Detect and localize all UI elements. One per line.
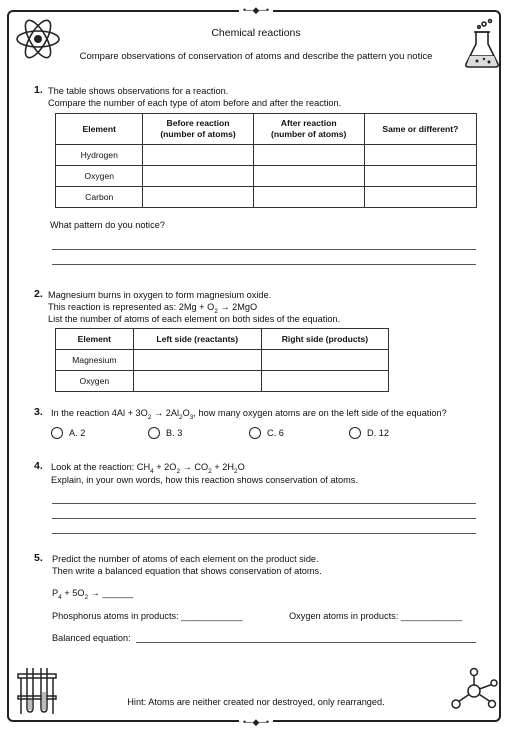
- q1-answer-line-1[interactable]: [52, 249, 476, 250]
- q1-cell-hydrogen-after[interactable]: [253, 145, 364, 166]
- q3-option-b-radio[interactable]: [148, 427, 160, 439]
- q1-row-oxygen: Oxygen: [56, 166, 143, 187]
- q1-cell-oxygen-before[interactable]: [143, 166, 253, 187]
- q1-header-same: Same or different?: [364, 114, 476, 145]
- q5-equation: $P_4 + 5O_2$ → ______: [52, 588, 134, 601]
- q2-cell-magnesium-left[interactable]: [133, 350, 261, 371]
- q5-number: 5.: [34, 552, 43, 564]
- q2-row-oxygen: Oxygen: [56, 371, 134, 392]
- bottom-ornament-icon: •─◆─•: [239, 718, 273, 726]
- q2-cell-oxygen-left[interactable]: [133, 371, 261, 392]
- test-tubes-icon: [15, 664, 59, 716]
- q3-option-c-radio[interactable]: [249, 427, 261, 439]
- q2-cell-oxygen-right[interactable]: [261, 371, 388, 392]
- q1-row-carbon: Carbon: [56, 187, 143, 208]
- q2-header-element: Element: [56, 329, 134, 350]
- q1-header-element: Element: [56, 114, 143, 145]
- q3-number: 3.: [34, 406, 43, 418]
- q1-header-after: After reaction (number of atoms): [253, 114, 364, 145]
- q4-line2: Explain, in your own words, how this reaction shows conservation of atoms.: [51, 475, 358, 485]
- q2-number: 2.: [34, 288, 43, 300]
- page-subtitle: Compare observations of conservation of atoms and describe the pattern you notice: [79, 51, 433, 62]
- q5-balanced-label: Balanced equation:: [52, 633, 131, 643]
- q4-answer-line-1[interactable]: [52, 503, 476, 504]
- q3-option-a-label: A. 2: [69, 428, 86, 438]
- q1-row-hydrogen: Hydrogen: [56, 145, 143, 166]
- q5-line2: Then write a balanced equation that shows conservation of atoms.: [52, 566, 322, 576]
- q2-table: [55, 328, 389, 392]
- q1-line1: The table shows observations for a reaction.: [48, 86, 229, 96]
- q2-line1: Magnesium burns in oxygen to form magnesium oxide.: [48, 290, 272, 300]
- q5-phosphorus-prompt[interactable]: Phosphorus atoms in products: ____________: [52, 611, 243, 621]
- q1-answer-line-2[interactable]: [52, 264, 476, 265]
- q1-number: 1.: [34, 84, 43, 96]
- q1-line2: Compare the number of each type of atom before and after the reaction.: [48, 98, 342, 108]
- q2-cell-magnesium-right[interactable]: [261, 350, 388, 371]
- q5-line1: Predict the number of atoms of each element on the product side.: [52, 554, 319, 564]
- q5-balanced-answer-line[interactable]: [136, 642, 476, 643]
- q3-option-b-label: B. 3: [166, 428, 183, 438]
- q3-option-d-radio[interactable]: [349, 427, 361, 439]
- q2-row-magnesium: Magnesium: [56, 350, 134, 371]
- q1-cell-oxygen-same[interactable]: [364, 166, 476, 187]
- q1-cell-carbon-same[interactable]: [364, 187, 476, 208]
- q1-cell-carbon-after[interactable]: [253, 187, 364, 208]
- page-title: Chemical reactions: [211, 27, 301, 39]
- q5-oxygen-prompt[interactable]: Oxygen atoms in products: ____________: [289, 611, 463, 621]
- q1-header-before: Before reaction (number of atoms): [143, 114, 253, 145]
- footer-hint: Hint: Atoms are neither created nor destroyed, only rearranged.: [127, 697, 385, 707]
- q1-cell-hydrogen-before[interactable]: [143, 145, 253, 166]
- q3-option-c-label: C. 6: [267, 428, 284, 438]
- q4-answer-line-2[interactable]: [52, 518, 476, 519]
- q3-option-d-label: D. 12: [367, 428, 389, 438]
- q4-reaction: Look at the reaction: $CH_4 + 2O_2 \to CO_2 + 2H_2O$: [51, 462, 245, 475]
- q1-cell-oxygen-after[interactable]: [253, 166, 364, 187]
- q2-line2: This reaction is represented as: $2Mg + O_2 \to 2MgO$: [48, 302, 258, 315]
- flask-icon: [462, 18, 502, 70]
- top-ornament-icon: •─◆─•: [239, 6, 273, 14]
- q1-pattern-prompt: What pattern do you notice?: [50, 220, 165, 230]
- q1-table: [55, 113, 477, 208]
- q2-header-right: Right side (products): [261, 329, 388, 350]
- q4-answer-line-3[interactable]: [52, 533, 476, 534]
- q1-cell-carbon-before[interactable]: [143, 187, 253, 208]
- q3-option-a-radio[interactable]: [51, 427, 63, 439]
- q1-cell-hydrogen-same[interactable]: [364, 145, 476, 166]
- q2-line3: List the number of atoms of each element on both sides of the equation.: [48, 314, 341, 324]
- molecule-icon: [448, 666, 500, 716]
- q3-question: In the reaction $4Al + 3O_2 \to 2Al_2O_3$, how many oxygen atoms are on the left side of the equation?: [51, 408, 447, 421]
- q2-header-left: Left side (reactants): [133, 329, 261, 350]
- q4-number: 4.: [34, 460, 43, 472]
